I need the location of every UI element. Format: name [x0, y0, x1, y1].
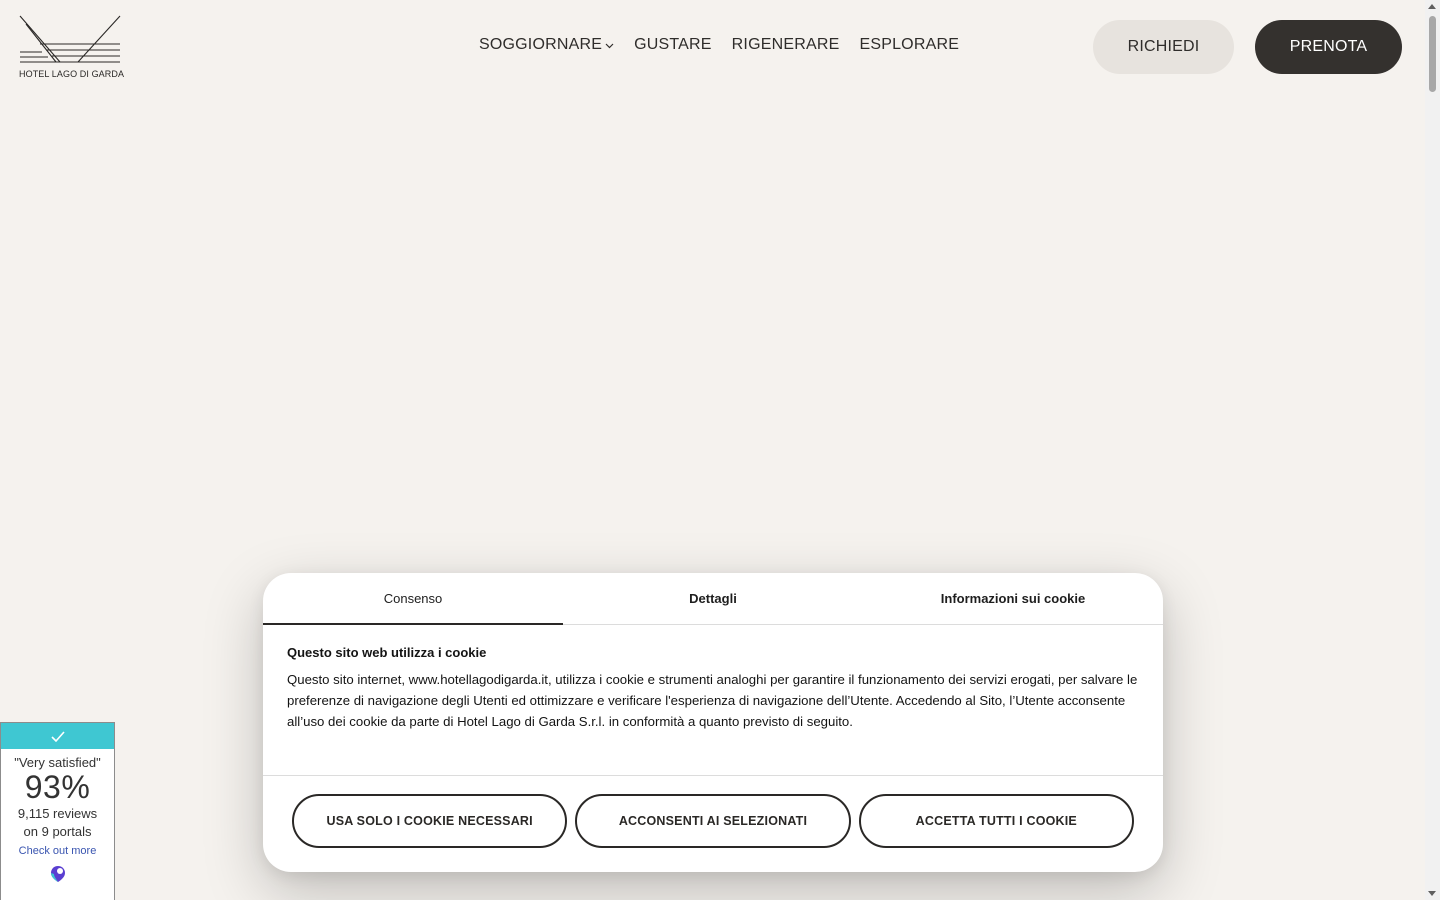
checkmark-icon: [51, 731, 65, 742]
hotel-logo[interactable]: [18, 14, 125, 82]
review-brand-logo-icon: [1, 865, 114, 883]
accept-all-cookies-button[interactable]: ACCETTA TUTTI I COOKIE: [859, 794, 1134, 848]
scroll-down-arrow-icon[interactable]: [1428, 891, 1436, 896]
review-widget[interactable]: [0, 722, 115, 900]
tab-informazioni[interactable]: Informazioni sui cookie: [940, 591, 1086, 606]
page-scrollbar[interactable]: [1425, 0, 1440, 900]
nav-item-label: SOGGIORNARE: [479, 36, 603, 53]
review-label: "Very satisfied": [14, 755, 101, 770]
nav-item-gustare[interactable]: GUSTARE: [634, 36, 712, 53]
nav-item-esplorare[interactable]: ESPLORARE: [859, 36, 960, 53]
prenota-button[interactable]: PRENOTA: [1255, 20, 1402, 74]
nav-item-soggiornare[interactable]: [479, 36, 614, 54]
review-percent: 93%: [24, 769, 91, 805]
cookie-dialog-text: Questo sito internet, www.hotellagodigarda.it, utilizza i cookie e strumenti analoghi per garantire il funzionamento dei servizi erogati, per salvare le preferenze di navigazione degli Utenti ed ottimizzare e verificare l'esperienza di navigazione dell’Utente. Accedendo al Sito, l’Utente acconsente all’uso dei cookie da parte di Hotel Lago di Garda S.r.l. in conformità a quanto previsto di seguito.: [287, 672, 1138, 729]
check-out-more-link[interactable]: Check out more: [18, 845, 97, 857]
review-widget-header: [1, 723, 114, 749]
use-necessary-cookies-button[interactable]: USA SOLO I COOKIE NECESSARI: [292, 794, 567, 848]
logo-text: HOTEL LAGO DI GARDA: [19, 69, 125, 79]
cookie-tabs: [263, 573, 1163, 625]
cookie-dialog-title: Questo sito web utilizza i cookie: [287, 645, 487, 660]
scroll-up-arrow-icon[interactable]: [1428, 4, 1436, 9]
main-nav: [479, 36, 959, 54]
cookie-dialog-actions: [263, 776, 1163, 848]
scroll-thumb[interactable]: [1429, 16, 1436, 92]
accept-selected-cookies-button[interactable]: ACCONSENTI AI SELEZIONATI: [575, 794, 850, 848]
richiedi-button[interactable]: RICHIEDI: [1093, 20, 1234, 74]
tab-dettagli[interactable]: Dettagli: [689, 591, 737, 606]
site-header: [0, 0, 1425, 100]
cookie-consent-dialog: [263, 573, 1163, 872]
logo-mark-icon: [18, 14, 122, 68]
nav-item-rigenerare[interactable]: RIGENERARE: [731, 36, 840, 53]
tab-consenso[interactable]: Consenso: [263, 573, 563, 624]
chevron-down-icon: [605, 36, 614, 54]
cookie-dialog-body: [263, 625, 1163, 776]
review-portals: on 9 portals: [23, 824, 92, 839]
review-count: 9,115 reviews: [17, 806, 98, 821]
